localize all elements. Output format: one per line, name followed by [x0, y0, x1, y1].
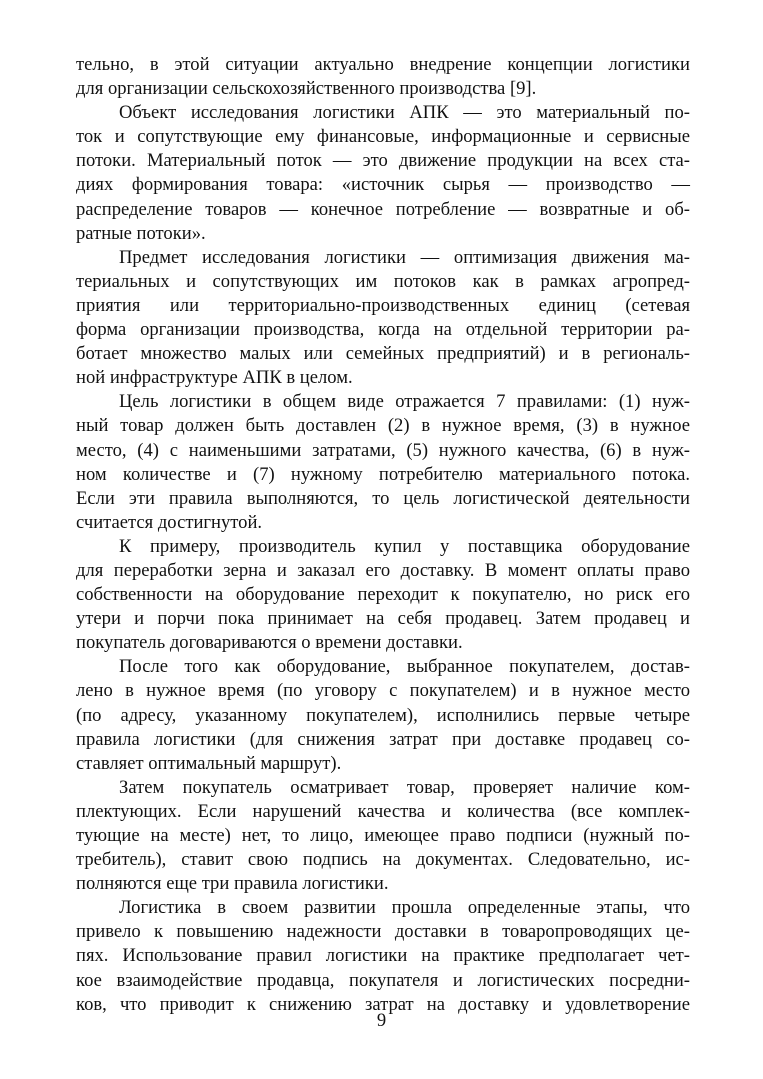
text-line: После того как оборудование, выбранное покупателем, достав- — [119, 656, 690, 678]
text-line: плектующих. Если нарушений качества и количества (все комплек- — [76, 800, 690, 822]
text-line: тельно, в этой ситуации актуально внедрение концепции логистики — [76, 54, 690, 75]
text-line: полняются еще три правила логистики. — [76, 873, 389, 895]
text-line: ном количестве и (7) нужному потребителю материального потока. — [76, 463, 690, 485]
text-line: ставляет оптимальный маршрут). — [76, 752, 342, 774]
text-line: лено в нужное время (по уговору с покупателем) и в нужное место — [76, 680, 690, 702]
text-line: потоки. Материальный поток — это движение продукции на всех ста- — [76, 150, 690, 172]
text-line: ный товар должен быть доставлен (2) в нужное время, (3) в нужное — [76, 415, 690, 437]
text-line: место, (4) с наименьшими затратами, (5) нужного качества, (6) в нуж- — [76, 439, 690, 461]
text-line: ток и сопутствующие ему финансовые, информационные и сервисные — [76, 126, 690, 148]
paragraph — [76, 655, 690, 775]
text-line: ратные потоки». — [76, 222, 206, 244]
paragraph — [76, 896, 690, 1016]
text-line: распределение товаров — конечное потребление — возвратные и об- — [76, 198, 690, 220]
paragraph — [76, 776, 690, 896]
text-line: привело к повышению надежности доставки в товаропроводящих це- — [76, 921, 690, 943]
text-line: (по адресу, указанному покупателем), исполнились первые четыре — [76, 704, 690, 726]
text-line: требитель), ставит свою подпись на документах. Следовательно, ис- — [76, 849, 690, 871]
text-line: Если эти правила выполняются, то цель логистической деятельности — [76, 487, 690, 509]
text-line: собственности на оборудование переходит к покупателю, но риск его — [76, 584, 690, 606]
text-line: пях. Использование правил логистики на практике предполагает чет- — [76, 945, 690, 967]
text-line: покупатель договариваются о времени доставки. — [76, 632, 463, 654]
text-line: для переработки зерна и заказал его доставку. В момент оплаты право — [76, 559, 690, 581]
paragraph — [76, 390, 690, 535]
text-line: Объект исследования логистики АПК — это материальный по- — [119, 102, 690, 124]
paragraph — [76, 535, 690, 655]
text-line: Предмет исследования логистики — оптимизация движения ма- — [119, 246, 690, 268]
text-line: утери и порчи пока принимает на себя продавец. Затем продавец и — [76, 608, 690, 630]
page-body — [76, 53, 690, 1017]
paragraph — [76, 53, 690, 101]
text-line: тующие на месте) нет, то лицо, имеющее право подписи (нужный по- — [76, 825, 690, 846]
text-line: форма организации производства, когда на отдельной территории ра- — [76, 319, 690, 341]
page-number: 9 — [376, 1010, 387, 1031]
text-line: правила логистики (для снижения затрат при доставке продавец со- — [76, 728, 690, 750]
text-line: кое взаимодействие продавца, покупателя и логистических посредни- — [76, 969, 690, 991]
text-line: диях формирования товара: «источник сырья — производство — — [76, 174, 690, 196]
text-line: ной инфраструктуре АПК в целом. — [76, 367, 353, 389]
text-line: К примеру, производитель купил у поставщика оборудование — [119, 535, 690, 557]
paragraph — [76, 246, 690, 391]
text-line: Цель логистики в общем виде отражается 7 правилами: (1) нуж- — [119, 391, 690, 413]
text-line: считается достигнутой. — [76, 511, 263, 533]
text-line: Затем покупатель осматривает товар, проверяет наличие ком- — [119, 776, 690, 798]
text-line: териальных и сопутствующих им потоков как в рамках агропред- — [76, 270, 690, 292]
paragraph — [76, 101, 690, 246]
text-line: ков, что приводит к снижению затрат на доставку и удовлетворение — [76, 993, 690, 1015]
text-line: приятия или территориально-производственных единиц (сетевая — [76, 294, 690, 316]
text-line: ботает множество малых или семейных предприятий) и в региональ- — [76, 343, 690, 365]
text-line: для организации сельскохозяйственного производства [9]. — [76, 78, 537, 100]
text-line: Логистика в своем развитии прошла определенные этапы, что — [119, 897, 690, 919]
